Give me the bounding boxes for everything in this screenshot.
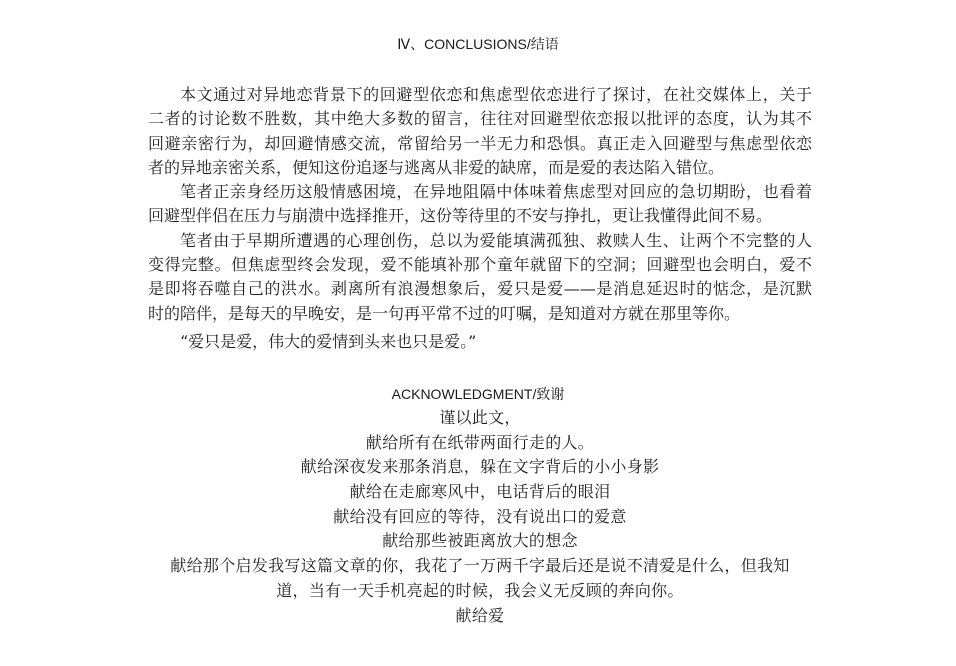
body-paragraph (148, 180, 812, 229)
paragraph-line: 笔者正亲身经历这般情感困境，在异地阻隔中体味着焦虑型对回应的急切期盼，也看着 (180, 182, 812, 202)
acknowledgment-line: 献给所有在纸带两面行走的人。 (365, 432, 595, 452)
acknowledgment-line: 献给在走廊寒风中，电话背后的眼泪 (349, 482, 611, 502)
paragraph-line: 者的异地亲密关系，便知这份追逐与逃离从非爱的缺席，而是爱的表达陷入错位。 (148, 157, 725, 177)
conclusions-body (148, 83, 812, 354)
acknowledgment-body (148, 406, 812, 628)
paragraph-line: 是即将吞噬自己的洪水。剥离所有浪漫想象后，爱只是爱——是消息延迟时的惦念，是沉默 (148, 279, 812, 299)
acknowledgment-line: 献给那些被距离放大的想念 (382, 531, 578, 551)
paragraph-line: 二者的讨论数不胜数，其中绝大多数的留言，往往对回避型依恋报以批评的态度，认为其不 (148, 109, 812, 129)
paragraph-line: 回避型伴侣在压力与崩溃中选择推开，这份等待里的不安与挣扎，更让我懂得此间不易。 (148, 206, 773, 226)
body-paragraph (148, 83, 812, 180)
acknowledgment-line: 献给那个启发我写这篇文章的你，我花了一万两千字最后还是说不清爱是什么，但我知 (170, 556, 790, 576)
paragraph-line: 笔者由于早期所遭遇的心理创伤，总以为爱能填满孤独、救赎人生、让两个不完整的人 (180, 230, 812, 250)
acknowledgment-line: 道，当有一天手机亮起的时候，我会义无反顾的奔向你。 (276, 580, 684, 600)
conclusions-heading: Ⅳ、CONCLUSIONS/结语 (397, 36, 559, 52)
acknowledgment-line: 献给没有回应的等待，没有说出口的爱意 (333, 506, 627, 526)
acknowledgment-line: 献给深夜发来那条消息，躲在文字背后的小小身影 (300, 457, 660, 477)
paragraph-line: 回避亲密行为，却回避情感交流，常留给另一半无力和恐惧。真正走入回避型与焦虑型依恋 (148, 133, 812, 153)
paragraph-line: 时的陪伴，是每天的早晚安，是一句再平常不过的叮嘱，是知道对方就在那里等你。 (148, 303, 741, 323)
acknowledgment-line: 谨以此文， (439, 408, 521, 427)
acknowledgment-line: 献给爱 (455, 605, 505, 625)
acknowledgment-heading: ACKNOWLEDGMENT/致谢 (391, 386, 565, 402)
paragraph-line: 本文通过对异地恋背景下的回避型依恋和焦虑型依恋进行了探讨，在社交媒体上，关于 (180, 85, 812, 104)
body-paragraph (148, 229, 812, 326)
quote-paragraph (148, 330, 812, 354)
paragraph-line: 变得完整。但焦虑型终会发现，爱不能填补那个童年就留下的空洞；回避型也会明白，爱不 (148, 255, 812, 275)
quote-line: “爱只是爱，伟大的爱情到头来也只是爱。” (180, 331, 477, 351)
